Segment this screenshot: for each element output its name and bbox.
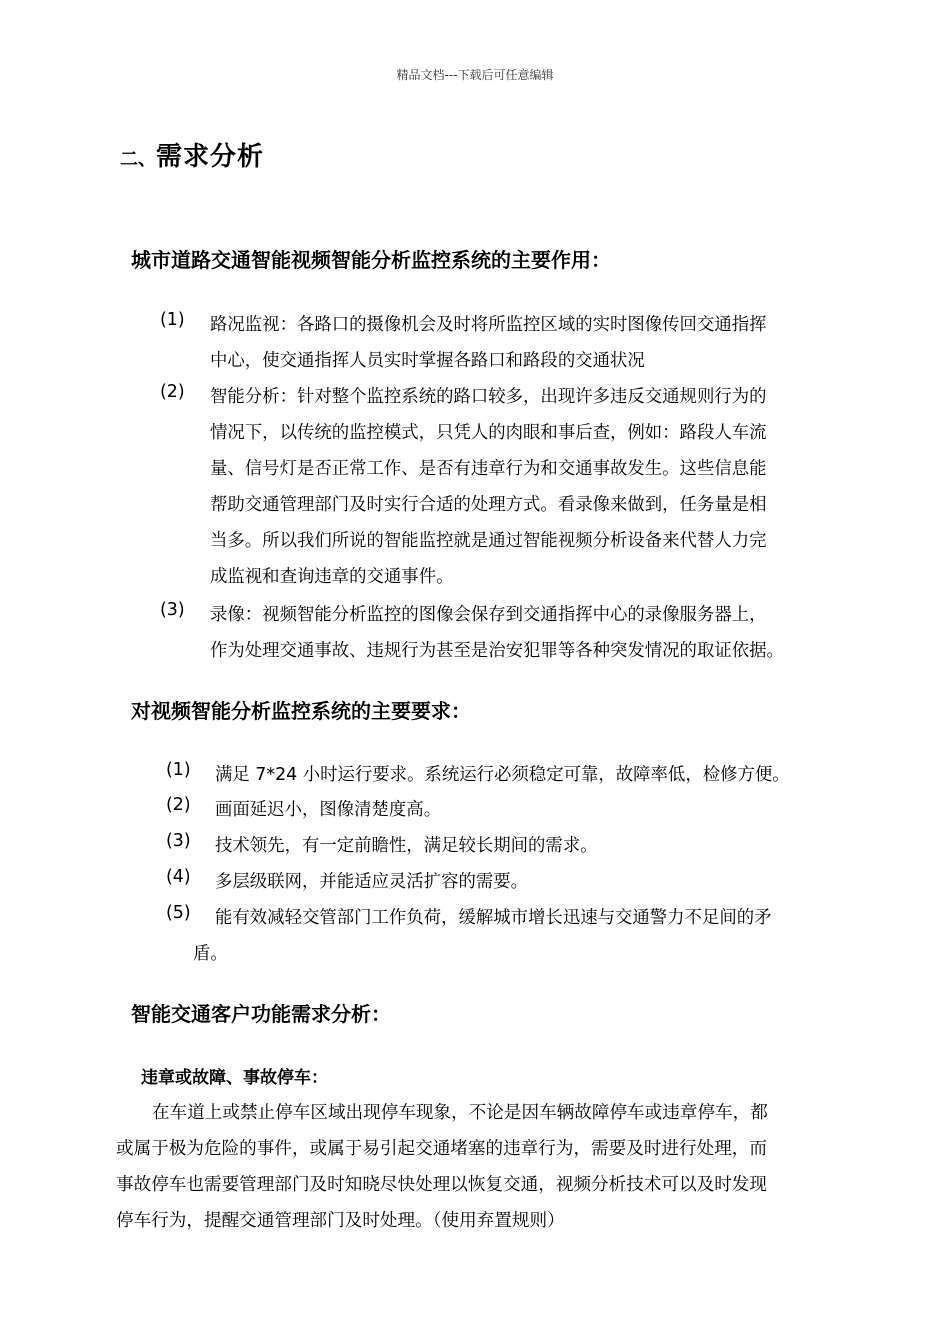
page-header: 精品文档---下载后可任意编辑 (396, 68, 554, 82)
roles-item-2-line-4: 帮助交通管理部门及时实行合适的处理方式。看录像来做到，任务量是相 (210, 495, 767, 515)
section-number: 二、 (120, 149, 156, 170)
analysis-paragraph-line-2: 或属于极为危险的事件，或属于易引起交通堵塞的违章行为，需要及时进行处理，而 (116, 1139, 767, 1159)
roles-item-2-line-6: 成监视和查询违章的交通事件。 (210, 567, 454, 587)
req-item-4-number: (4) (166, 867, 191, 887)
req-item-5-line-1: 能有效减轻交管部门工作负荷，缓解城市增长迅速与交通警力不足间的矛 (215, 908, 772, 928)
requirements-heading: 对视频智能分析监控系统的主要要求： (131, 699, 471, 723)
roles-item-2-line-5: 当多。所以我们所说的智能监控就是通过智能视频分析设备来代替人力完 (210, 531, 767, 551)
roles-item-2-number: (2) (160, 382, 185, 402)
roles-item-3-number: (3) (160, 600, 185, 620)
req-item-4-line-1: 多层级联网，并能适应灵活扩容的需要。 (215, 872, 529, 892)
req-item-1-line-1: 满足 7*24 小时运行要求。系统运行必须稳定可靠，故障率低，检修方便。 (215, 765, 790, 785)
req-item-1-number: (1) (166, 760, 191, 780)
roles-item-1-line-1: 路况监视：各路口的摄像机会及时将所监控区域的实时图像传回交通指挥 (210, 315, 767, 335)
analysis-subheading: 违章或故障、事故停车： (141, 1068, 328, 1088)
roles-item-1-number: (1) (160, 310, 185, 330)
roles-item-3-line-1: 录像：视频智能分析监控的图像会保存到交通指挥中心的录像服务器上， (210, 605, 767, 625)
roles-heading: 城市道路交通智能视频智能分析监控系统的主要作用： (131, 248, 611, 272)
req-item-5-line-2: 盾。 (193, 944, 228, 964)
section-title-text: 需求分析 (156, 142, 265, 172)
roles-item-2-line-1: 智能分析：针对整个监控系统的路口较多，出现许多违反交通规则行为的 (210, 387, 767, 407)
req-item-5-number: (5) (166, 903, 191, 923)
roles-item-1-line-2: 中心，使交通指挥人员实时掌握各路口和路段的交通状况 (210, 351, 645, 371)
analysis-heading: 智能交通客户功能需求分析： (131, 1002, 391, 1026)
roles-item-2-line-2: 情况下，以传统的监控模式，只凭人的肉眼和事后查，例如：路段人车流 (210, 423, 767, 443)
analysis-paragraph-line-3: 事故停车也需要管理部门及时知晓尽快处理以恢复交通，视频分析技术可以及时发现 (116, 1175, 767, 1195)
req-item-2-number: (2) (166, 795, 191, 815)
req-item-3-line-1: 技术领先，有一定前瞻性，满足较长期间的需求。 (215, 836, 598, 856)
analysis-paragraph-line-1: 在车道上或禁止停车区域出现停车现象，不论是因车辆故障停车或违章停车，都 (152, 1103, 768, 1123)
section-title (120, 136, 264, 173)
roles-item-2-line-3: 量、信号灯是否正常工作、是否有违章行为和交通事故发生。这些信息能 (210, 459, 767, 479)
req-item-3-number: (3) (166, 831, 191, 851)
roles-item-3-line-2: 作为处理交通事故、违规行为甚至是治安犯罪等各种突发情况的取证依据。 (210, 641, 784, 661)
analysis-paragraph-line-4: 停车行为，提醒交通管理部门及时处理。（使用弃置规则） (116, 1211, 565, 1231)
req-item-2-line-1: 画面延迟小，图像清楚度高。 (215, 800, 442, 820)
